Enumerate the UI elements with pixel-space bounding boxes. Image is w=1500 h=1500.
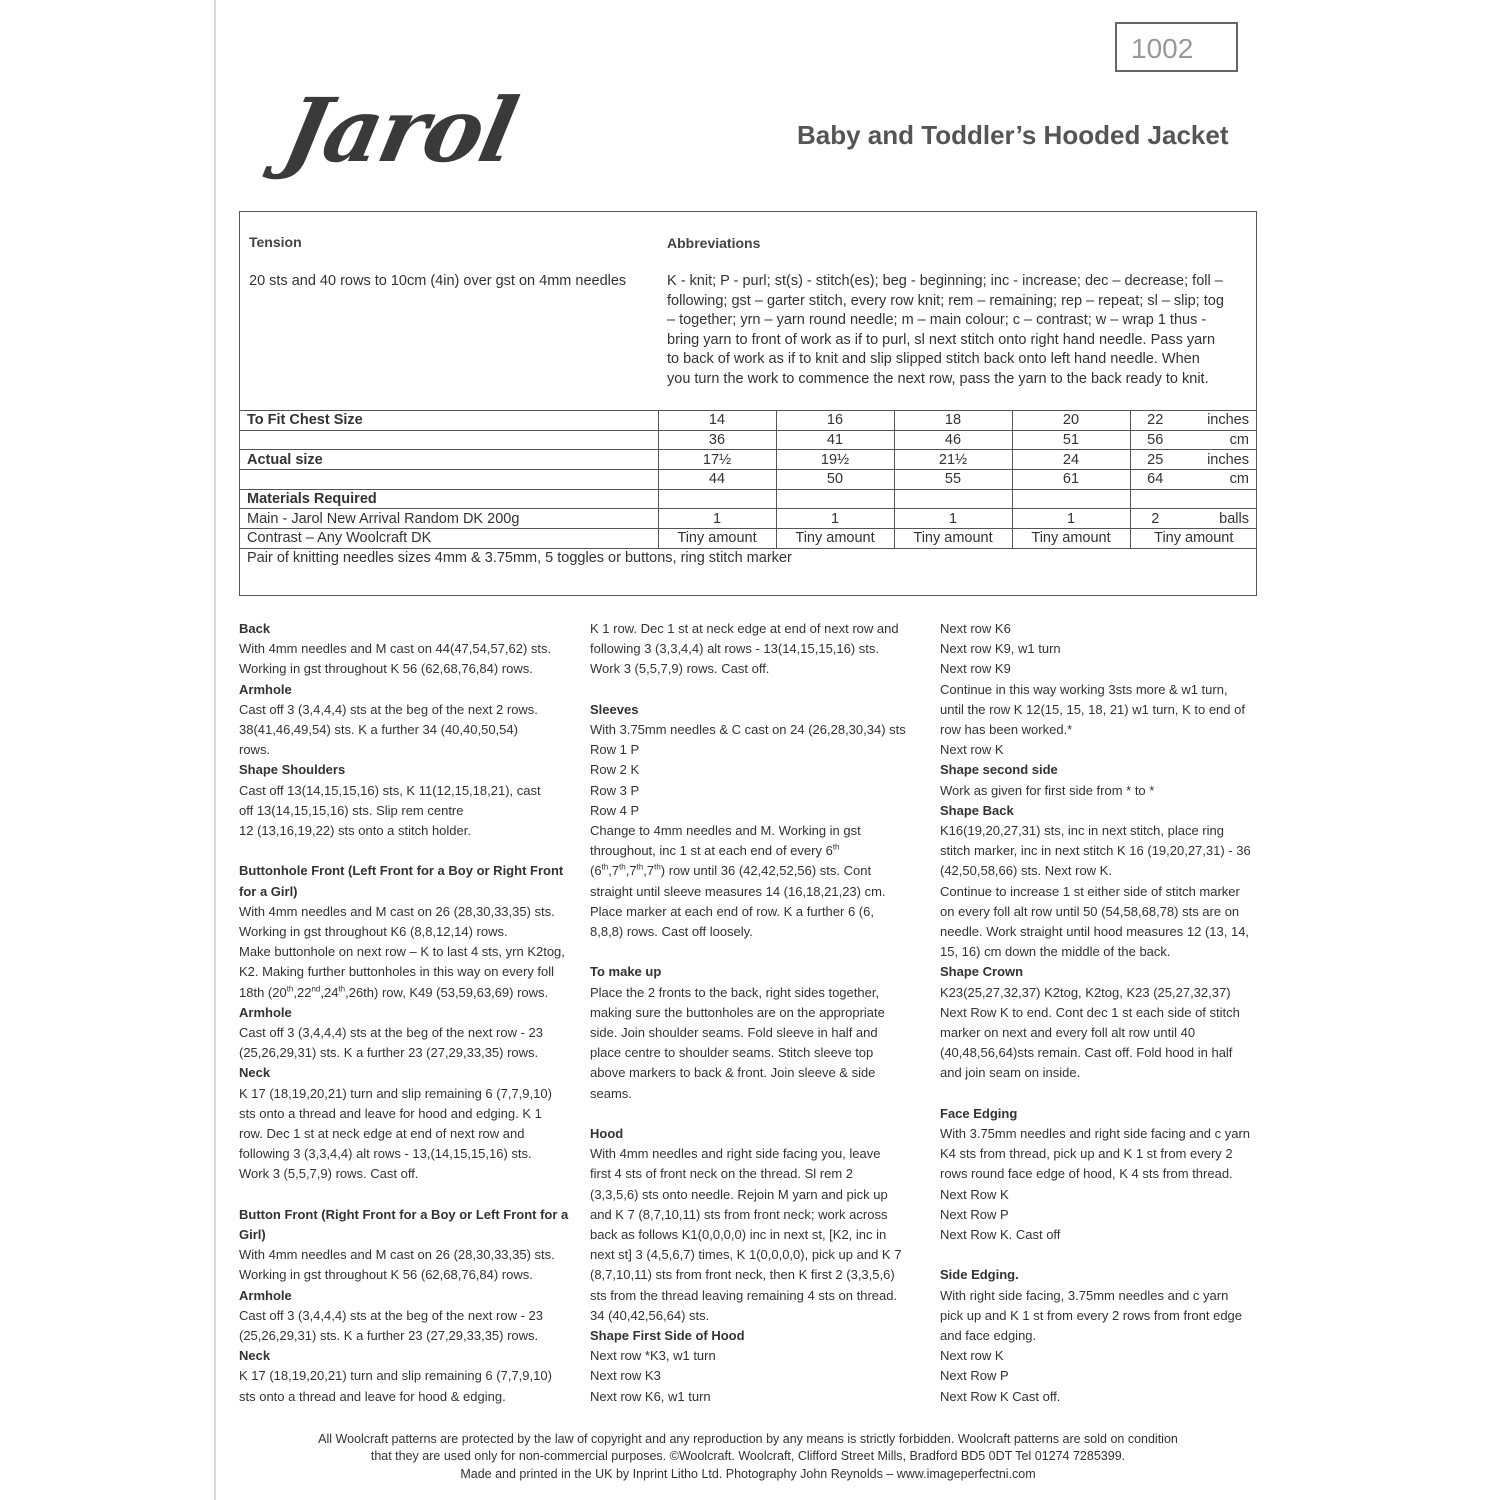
text-line: back as follows K1(0,0,0,0) inc in next st, [K2, inc in [590, 1227, 887, 1243]
table-cell: 19½ [776, 450, 894, 470]
table-cell: 55 [894, 470, 1012, 490]
text-line: sts onto a thread and leave for hood & edging. [239, 1388, 506, 1404]
text-line: Make buttonhole on next row – K to last 4 sts, yrn K2tog, [239, 944, 565, 960]
text-line: Working in gst throughout K6 (8,8,12,14) rows. [239, 924, 508, 940]
section-heading: Face Edging [940, 1105, 1018, 1121]
abbrev-line: bring yarn to front of work as if to purl, sl next stitch onto right hand needle. Pass yarn [667, 331, 1216, 348]
table-cell: Tiny amount [1012, 529, 1130, 549]
text-line: K23(25,27,32,37) K2tog, K2tog, K23 (25,27,32,37) [940, 984, 1231, 1000]
table-cell: 56 [1130, 430, 1180, 450]
text-line: Next row K9 [940, 661, 1011, 677]
text-line: Place marker at each end of row. K a further 6 (6, [590, 903, 874, 919]
text-line: rows. [239, 742, 271, 758]
table-cell: 1 [894, 509, 1012, 529]
section-heading: Button Front (Right Front for a Boy or Left Front for a [239, 1206, 569, 1222]
text-line: straight until sleeve measures 14 (16,18,21,23) cm. [590, 883, 886, 899]
unit-cell: cm [1180, 430, 1257, 450]
section-heading: Shape Back [940, 802, 1014, 818]
brand-logo: Jarol [274, 78, 525, 182]
footer-line: Made and printed in the UK by Inprint Litho Ltd. Photography John Reynolds – www.imageperfectni.com [460, 1466, 1036, 1481]
text-line: K 1 row. Dec 1 st at neck edge at end of next row and [590, 621, 899, 636]
text-line: off 13(14,15,15,16) sts. Slip rem centre [239, 802, 464, 818]
text-line: K 17 (18,19,20,21) turn and slip remaining 6 (7,7,9,10) [239, 1368, 552, 1384]
section-heading: Shape second side [940, 762, 1058, 778]
text-line: 18th (20th,22nd,24th,26th) row, K49 (53,59,63,69) rows. [239, 984, 549, 1000]
unit-cell: inches [1180, 411, 1257, 431]
table-cell: 46 [894, 430, 1012, 450]
text-line: Cast off 3 (3,4,4,4) sts at the beg of the next row - 23 [239, 1307, 543, 1323]
text-line: row. Dec 1 st at neck edge at end of next row and [239, 1126, 525, 1142]
text-line: (6th,7th,7th,7th) row until 36 (42,42,52,56) sts. Cont [590, 863, 872, 879]
chest-label: To Fit Chest Size [239, 411, 658, 431]
text-line: Next Row K [940, 1186, 1009, 1202]
text-line: stitch marker, inc in next stitch K 16 (19,20,27,31) - 36 [940, 843, 1251, 859]
text-line: (25,26,29,31) sts. K a further 23 (27,29,33,35) rows. [239, 1045, 539, 1061]
text-line: place centre to shoulder seams. Stitch sleeve top [590, 1045, 874, 1061]
section-heading: Girl) [239, 1227, 266, 1243]
table-cell [1012, 489, 1130, 509]
table-cell: Tiny amount [776, 529, 894, 549]
text-line: With right side facing, 3.75mm needles and c yarn [940, 1287, 1229, 1303]
text-line: first 4 sts of front neck on the thread. Sl rem 2 [590, 1166, 854, 1182]
table-row [239, 470, 1257, 490]
text-line: Cast off 3 (3,4,4,4) sts at the beg of the next row - 23 [239, 1025, 543, 1041]
table-row [239, 548, 1257, 568]
text-line: Next Row K Cast off. [940, 1388, 1061, 1404]
text-line: above markers to back & front. Join sleeve & side [590, 1065, 876, 1081]
table-cell [239, 430, 658, 450]
abbrev-line: – together; yrn – yarn round needle; m – main colour; c – contrast; w – wrap 1 thus - [667, 312, 1207, 329]
text-line: sts onto a thread and leave for hood and edging. K 1 [239, 1105, 542, 1121]
section-heading: Buttonhole Front (Left Front for a Boy or Right Front [239, 863, 564, 879]
text-line: and join seam on inside. [940, 1065, 1081, 1081]
footer-line: All Woolcraft patterns are protected by the law of copyright and any reproduction by any means is strictly forbidden. Woolcraft patterns are sold on condition [318, 1432, 1178, 1446]
section-heading: Neck [239, 1348, 271, 1364]
table-cell: 25 [1130, 450, 1180, 470]
text-line: Place the 2 fronts to the back, right sides together, [590, 984, 880, 1000]
text-line: Row 3 P [590, 782, 640, 798]
size-table [239, 410, 1257, 568]
text-line: Work 3 (5,5,7,9) rows. Cast off. [239, 1166, 419, 1182]
needles-text: Pair of knitting needles sizes 4mm & 3.75mm, 5 toggles or buttons, ring stitch marker [239, 548, 1257, 568]
unit-cell: cm [1180, 470, 1257, 490]
text-line: 15, 16) cm down the middle of the back. [940, 944, 1171, 960]
table-cell: 50 [776, 470, 894, 490]
text-line: Next row K [940, 1348, 1004, 1364]
text-line: K4 sts from thread, pick up and K 1 st from every 2 [940, 1146, 1233, 1162]
text-line: Next Row P [940, 1206, 1009, 1222]
section-heading: Armhole [239, 1004, 292, 1020]
text-line: Next row K6 [940, 621, 1011, 636]
text-line: (40,48,56,64)sts remain. Cast off. Fold hood in half [940, 1045, 1233, 1061]
text-line: Next row K [940, 742, 1004, 758]
actual-label: Actual size [239, 450, 658, 470]
table-cell: 1 [658, 509, 776, 529]
text-line: Cast off 3 (3,4,4,4) sts at the beg of the next 2 rows. [239, 701, 538, 717]
section-heading: Back [239, 621, 271, 636]
table-cell: 51 [1012, 430, 1130, 450]
table-cell: Tiny amount [1130, 529, 1257, 549]
main-yarn-label: Main - Jarol New Arrival Random DK 200g [239, 509, 658, 529]
abbrev-line: following; gst – garter stitch, every row knit; rem – remaining; rep – repeat; sl – slip; tog [667, 292, 1224, 309]
text-line: With 3.75mm needles & C cast on 24 (26,28,30,34) sts [590, 722, 906, 737]
text-line: sts from the thread leaving remaining 4 sts on thread. [590, 1287, 898, 1303]
text-line: on every foll alt row until 50 (54,58,68,78) sts are on [940, 903, 1240, 919]
text-line: rows round face edge of hood, K 4 sts from thread. [940, 1166, 1233, 1182]
text-line: (42,50,58,66) sts. Next row K. [940, 863, 1112, 879]
text-line: 34 (40,42,56,64) sts. [590, 1307, 710, 1323]
text-line: following 3 (3,3,4,4) alt rows - 13,(14,15,15,16) sts. [239, 1146, 532, 1162]
table-cell: 18 [894, 411, 1012, 431]
table-cell: 16 [776, 411, 894, 431]
text-line: Continue in this way working 3sts more & w1 turn, [940, 681, 1228, 697]
text-line: next st] 3 (4,5,6,7) times, K 1(0,0,0,0), pick up and K 7 [590, 1247, 902, 1263]
column-right [940, 619, 1265, 1407]
text-line: Next row K3 [590, 1368, 661, 1384]
text-line: Next Row P [940, 1368, 1009, 1384]
abbrev-line: you turn the work to commence the next row, pass the yarn to the back ready to knit. [667, 370, 1209, 387]
text-line: side. Join shoulder seams. Fold sleeve in half and [590, 1025, 878, 1041]
text-line: until the row K 12(15, 15, 18, 21) w1 turn, K to end of [940, 701, 1245, 717]
table-cell [1180, 489, 1257, 509]
table-cell: 24 [1012, 450, 1130, 470]
text-line: K 17 (18,19,20,21) turn and slip remaining 6 (7,7,9,10) [239, 1085, 552, 1101]
table-cell: 22 [1130, 411, 1180, 431]
table-cell: 44 [658, 470, 776, 490]
table-row [239, 450, 1257, 470]
text-line: 8,8,8) rows. Cast off loosely. [590, 924, 753, 940]
table-row [239, 529, 1257, 549]
table-cell: Tiny amount [894, 529, 1012, 549]
section-heading: Armhole [239, 681, 292, 697]
text-line: Next row *K3, w1 turn [590, 1348, 716, 1364]
footer-line: that they are used only for non-commercial purposes. ©Woolcraft. Woolcraft, Clifford Street Mills, Bradford BD5 0DT Tel 01274 7285399. [370, 1449, 1126, 1464]
text-line: With 4mm needles and right side facing you, leave [590, 1146, 881, 1162]
text-line: Working in gst throughout K 56 (62,68,76,84) rows. [239, 1267, 533, 1283]
table-cell [776, 489, 894, 509]
table-row [239, 411, 1257, 431]
text-line: marker on next and every foll alt row until 40 [940, 1025, 1196, 1041]
table-cell: 61 [1012, 470, 1130, 490]
materials-label: Materials Required [239, 489, 658, 509]
table-cell: 2 [1130, 509, 1180, 529]
table-cell [239, 470, 658, 490]
text-line: row has been worked.* [940, 722, 1073, 738]
text-line: Work 3 (5,5,7,9) rows. Cast off. [590, 661, 770, 677]
section-heading: Hood [590, 1126, 624, 1142]
tension-text: 20 sts and 40 rows to 10cm (4in) over gst on 4mm needles [249, 273, 627, 289]
contrast-yarn-label: Contrast – Any Woolcraft DK [239, 529, 658, 549]
section-heading: for a Girl) [239, 883, 298, 899]
text-line: With 4mm needles and M cast on 44(47,54,57,62) sts. [239, 641, 552, 657]
table-cell: 20 [1012, 411, 1130, 431]
column-left [239, 619, 569, 1407]
text-line: and K 7 (8,7,10,11) sts from front neck; work across [590, 1206, 888, 1222]
section-heading: Armhole [239, 1287, 292, 1303]
text-line: Row 4 P [590, 802, 640, 818]
section-heading: To make up [590, 964, 662, 980]
section-heading: Shape First Side of Hood [590, 1328, 745, 1344]
section-heading: Sleeves [590, 701, 639, 717]
text-line: With 4mm needles and M cast on 26 (28,30,33,35) sts. [239, 903, 555, 919]
text-line: With 4mm needles and M cast on 26 (28,30,33,35) sts. [239, 1247, 555, 1263]
table-cell: 21½ [894, 450, 1012, 470]
text-line: Next Row K. Cast off [940, 1227, 1061, 1243]
table-row [239, 489, 1257, 509]
table-row [239, 430, 1257, 450]
text-line: following 3 (3,3,4,4) alt rows - 13(14,15,15,16) sts. [590, 641, 880, 657]
abbreviations-text [667, 272, 1249, 390]
column-middle [590, 619, 920, 1407]
text-line: Continue to increase 1 st either side of stitch marker [940, 883, 1240, 899]
pattern-number: 1002 [1115, 22, 1238, 72]
text-line: 38(41,46,49,54) sts. K a further 34 (40,40,50,54) [239, 722, 518, 738]
copyright-footer [216, 1431, 1280, 1483]
text-line: (25,26,29,31) sts. K a further 23 (27,29,33,35) rows. [239, 1328, 539, 1344]
table-cell: 41 [776, 430, 894, 450]
abbrev-line: K - knit; P - purl; st(s) - stitch(es); beg - beginning; inc - increase; dec – decrease; foll – [667, 273, 1223, 289]
unit-cell: balls [1180, 509, 1257, 529]
table-row [239, 509, 1257, 529]
text-line: Next Row K to end. Cont dec 1 st each side of stitch [940, 1004, 1240, 1020]
table-cell [658, 489, 776, 509]
text-line: (8,7,10,11) sts from front neck, then K first 2 (3,3,5,6) [590, 1267, 895, 1283]
text-line: throughout, inc 1 st at each end of every 6th [590, 842, 840, 859]
section-heading: Shape Shoulders [239, 762, 346, 778]
text-line: With 3.75mm needles and right side facing and c yarn [940, 1126, 1251, 1142]
table-cell: 1 [776, 509, 894, 529]
text-line: Row 1 P [590, 742, 640, 758]
text-line: making sure the buttonholes are on the appropriate [590, 1004, 885, 1020]
text-line: (3,3,5,6) sts onto needle. Rejoin M yarn and pick up [590, 1186, 888, 1202]
text-line: Working in gst throughout K 56 (62,68,76,84) rows. [239, 661, 533, 677]
section-heading: Neck [239, 1065, 271, 1081]
text-line: needle. Work straight until hood measures 12 (13, 14, [940, 924, 1250, 940]
table-cell: Tiny amount [658, 529, 776, 549]
table-cell: 17½ [658, 450, 776, 470]
table-cell: 64 [1130, 470, 1180, 490]
text-line: Row 2 K [590, 762, 640, 778]
text-line: pick up and K 1 st from every 2 rows from front edge [940, 1307, 1243, 1323]
text-line: and face edging. [940, 1328, 1037, 1344]
tension-heading: Tension [249, 234, 302, 250]
text-line: Work as given for first side from * to * [940, 782, 1155, 798]
text-line: K16(19,20,27,31) sts, inc in next stitch, place ring [940, 823, 1224, 839]
text-line: Next row K9, w1 turn [940, 641, 1061, 657]
text-line: seams. [590, 1085, 632, 1101]
text-line: 12 (13,16,19,22) sts onto a stitch holder. [239, 823, 471, 839]
text-line: Cast off 13(14,15,15,16) sts, K 11(12,15,18,21), cast [239, 782, 541, 798]
text-line: Next row K6, w1 turn [590, 1388, 711, 1404]
text-line: K2. Making further buttonholes in this way on every foll [239, 964, 555, 980]
section-heading: Side Edging. [940, 1267, 1019, 1283]
abbreviations-heading: Abbreviations [667, 235, 761, 251]
table-cell [894, 489, 1012, 509]
table-cell: 14 [658, 411, 776, 431]
unit-cell: inches [1180, 450, 1257, 470]
table-cell [1130, 489, 1180, 509]
table-cell: 1 [1012, 509, 1130, 529]
text-line: Change to 4mm needles and M. Working in gst [590, 823, 861, 839]
abbrev-line: to back of work as if to knit and slip slipped stitch back onto left hand needle. When [667, 351, 1200, 368]
section-heading: Shape Crown [940, 964, 1024, 980]
page-title: Baby and Toddler’s Hooded Jacket [797, 120, 1229, 150]
table-cell: 36 [658, 430, 776, 450]
